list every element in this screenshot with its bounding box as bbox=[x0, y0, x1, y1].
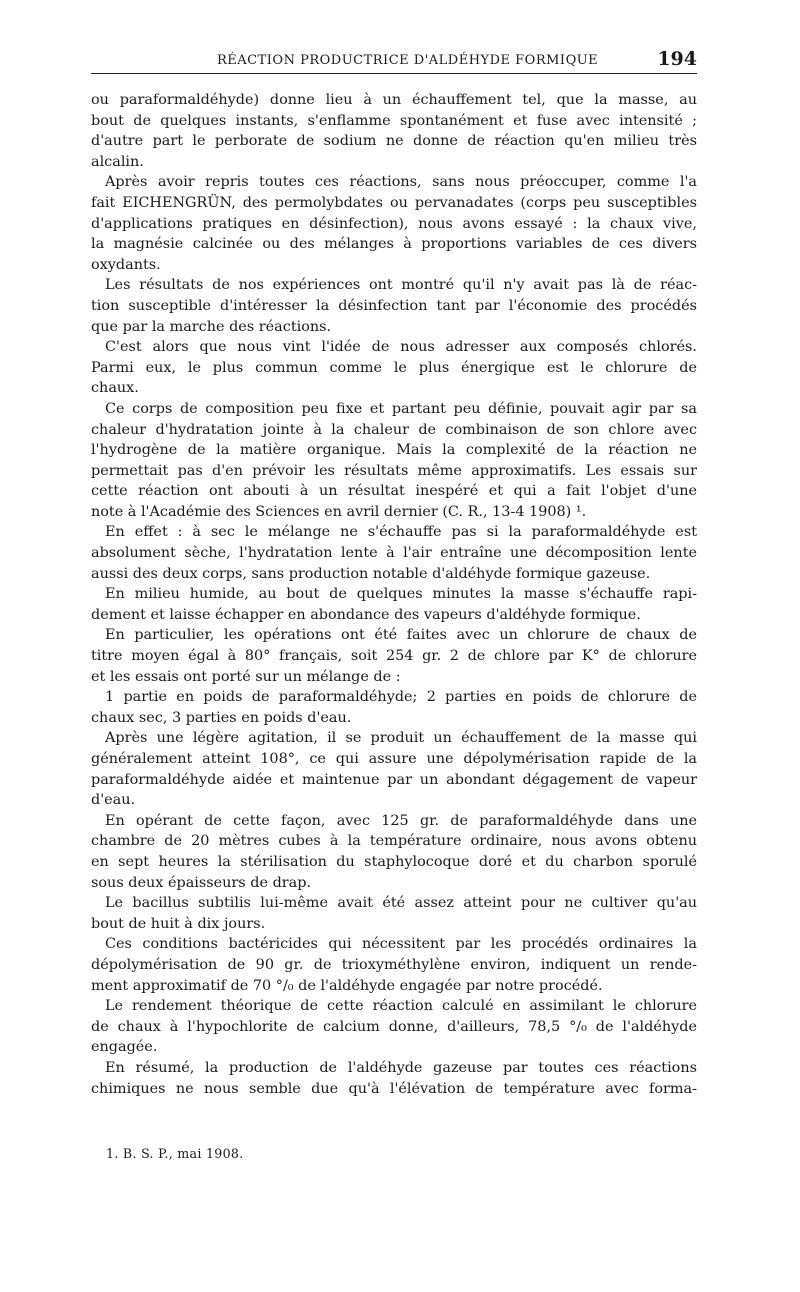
text-line: En résumé, la production de l'aldéhyde gazeuse par toutes ces réactions bbox=[105, 1059, 697, 1076]
text-line: d'applications pratiques en désinfection), nous avons essayé : la chaux vive, bbox=[91, 215, 697, 232]
text-line: que par la marche des réactions. bbox=[91, 318, 332, 335]
text-line: paraformaldéhyde aidée et maintenue par un abondant dégagement de vapeur bbox=[91, 771, 697, 788]
text-line: d'eau. bbox=[91, 792, 136, 809]
text-line: aussi des deux corps, sans production notable d'aldéhyde formique gazeuse. bbox=[91, 565, 651, 582]
text-line: ou paraformaldéhyde) donne lieu à un échauffement tel, que la masse, au bbox=[91, 92, 697, 108]
text-line: chaux sec, 3 parties en poids d'eau. bbox=[91, 709, 352, 726]
running-head bbox=[91, 47, 697, 74]
text-line: dépolymérisation de 90 gr. de trioxyméthylène environ, indiquent un rende- bbox=[91, 956, 697, 973]
text-line: ment approximatif de 70 °/₀ de l'aldéhyde engagée par notre procédé. bbox=[91, 977, 603, 994]
body-text bbox=[91, 90, 697, 1099]
text-line: chaux. bbox=[91, 380, 139, 397]
text-line: chambre de 20 mètres cubes à la température ordinaire, nous avons obtenu bbox=[91, 833, 697, 850]
text-line: En effet : à sec le mélange ne s'échauffe pas si la paraformaldéhyde est bbox=[105, 524, 697, 541]
text-line: Après avoir repris toutes ces réactions, sans nous préoccuper, comme l'a bbox=[105, 174, 697, 191]
text-line: l'hydrogène de la matière organique. Mais la complexité de la réaction ne bbox=[91, 442, 697, 459]
text-line: Ces conditions bactéricides qui nécessitent par les procédés ordinaires la bbox=[105, 936, 697, 953]
text-line: 1 partie en poids de paraformaldéhyde; 2 parties en poids de chlorure de bbox=[105, 689, 697, 706]
text-line: chimiques ne nous semble due qu'à l'élévation de température avec forma- bbox=[91, 1080, 697, 1097]
text-line: sous deux épaisseurs de drap. bbox=[91, 874, 312, 891]
text-line: En milieu humide, au bout de quelques minutes la masse s'échauffe rapi- bbox=[105, 586, 697, 603]
text-line: bout de huit à dix jours. bbox=[91, 915, 266, 932]
running-title: RÉACTION PRODUCTRICE D'ALDÉHYDE FORMIQUE bbox=[217, 53, 599, 68]
text-line: tion susceptible d'intéresser la désinfection tant par l'économie des procédés bbox=[91, 297, 697, 314]
text-line: de chaux à l'hypochlorite de calcium donne, d'ailleurs, 78,5 °/₀ de l'aldéhyde bbox=[91, 1018, 697, 1035]
text-line: En particulier, les opérations ont été faites avec un chlorure de chaux de bbox=[105, 627, 697, 644]
text-line: la magnésie calcinée ou des mélanges à proportions variables de ces divers bbox=[91, 236, 697, 253]
text-line: en sept heures la stérilisation du staphylocoque doré et du charbon sporulé bbox=[91, 853, 697, 870]
text-line: Le rendement théorique de cette réaction calculé en assimilant le chlorure bbox=[105, 998, 697, 1015]
text-line: alcalin. bbox=[91, 153, 144, 170]
text-line: note à l'Académie des Sciences en avril dernier (C. R., 13-4 1908) ¹. bbox=[91, 503, 587, 520]
text-line: permettait pas d'en prévoir les résultats même approximatifs. Les essais sur bbox=[91, 462, 697, 479]
page-number: 194 bbox=[657, 48, 697, 70]
footnote: 1. B. S. P., mai 1908. bbox=[106, 1146, 244, 1161]
text-line: oxydants. bbox=[91, 256, 161, 273]
text-line: engagée. bbox=[91, 1039, 158, 1056]
text-line: absolument sèche, l'hydratation lente à l'air entraîne une décomposition lente bbox=[91, 545, 697, 562]
text-line: bout de quelques instants, s'enflamme spontanément et fuse avec intensité ; bbox=[91, 112, 697, 129]
text-line: Parmi eux, le plus commun comme le plus énergique est le chlorure de bbox=[91, 359, 697, 376]
text-line: En opérant de cette façon, avec 125 gr. de paraformaldéhyde dans une bbox=[105, 812, 697, 829]
text-line: dement et laisse échapper en abondance des vapeurs d'aldéhyde formique. bbox=[91, 606, 641, 623]
page bbox=[91, 47, 697, 1099]
text-line: généralement atteint 108°, ce qui assure une dépolymérisation rapide de la bbox=[91, 751, 697, 767]
text-line: fait EICHENGRÜN, des permolybdates ou pervanadates (corps peu susceptibles bbox=[91, 194, 697, 211]
text-line: Ce corps de composition peu fixe et partant peu définie, pouvait agir par sa bbox=[105, 400, 697, 417]
text-line: titre moyen égal à 80° français, soit 254 gr. 2 de chlore par K° de chlorure bbox=[91, 648, 697, 665]
text-line: C'est alors que nous vint l'idée de nous adresser aux composés chlorés. bbox=[105, 339, 697, 356]
text-line: chaleur d'hydratation jointe à la chaleur de combinaison de son chlore avec bbox=[91, 421, 697, 438]
text-line: Le bacillus subtilis lui-même avait été assez atteint pour ne cultiver qu'au bbox=[105, 895, 697, 912]
text-line: Les résultats de nos expériences ont montré qu'il n'y avait pas là de réac- bbox=[105, 277, 697, 294]
text-line: et les essais ont porté sur un mélange de : bbox=[91, 668, 401, 685]
text-line: d'autre part le perborate de sodium ne donne de réaction qu'en milieu très bbox=[91, 133, 697, 150]
text-line: cette réaction ont abouti à un résultat inespéré et qui a fait l'objet d'une bbox=[91, 483, 697, 500]
text-line: Après une légère agitation, il se produit un échauffement de la masse qui bbox=[105, 730, 697, 747]
